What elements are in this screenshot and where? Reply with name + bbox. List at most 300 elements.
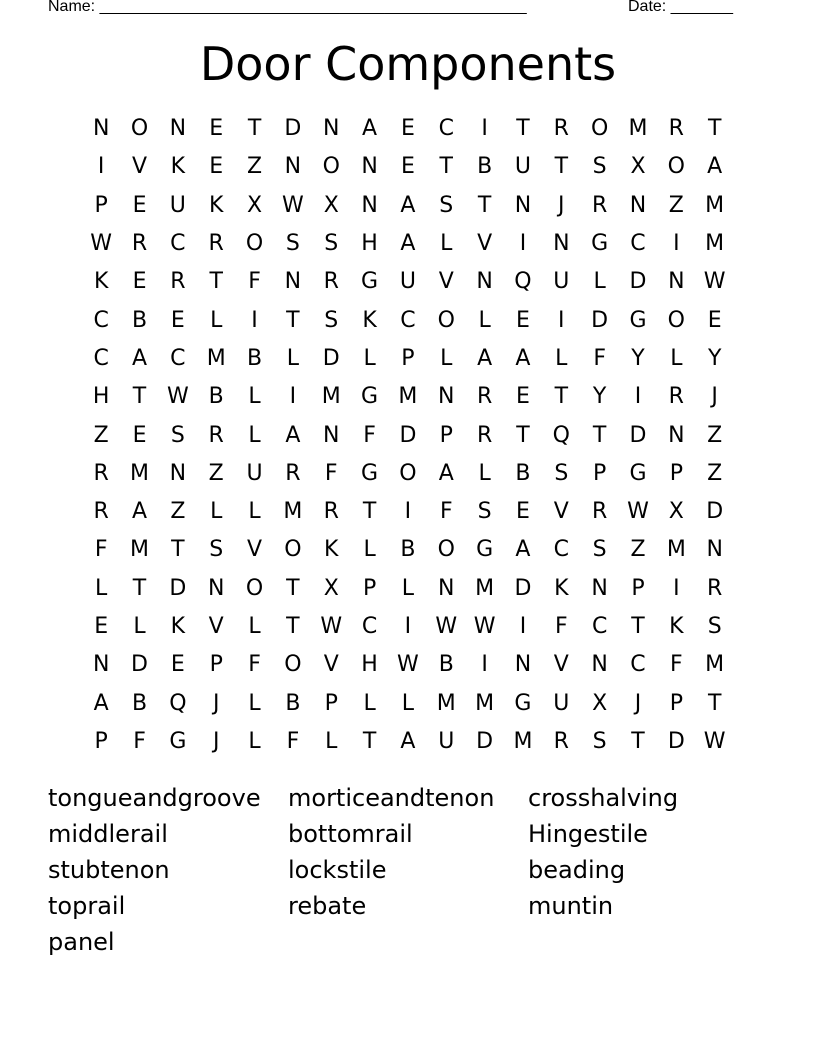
grid-letter: R xyxy=(476,422,493,448)
grid-letter: S xyxy=(477,499,492,525)
grid-letter: E xyxy=(209,116,224,142)
grid-letter: N xyxy=(668,422,685,448)
grid-letter: A xyxy=(131,345,148,371)
grid-letter: P xyxy=(401,345,415,371)
grid-letter: T xyxy=(362,728,377,754)
grid-letter: V xyxy=(553,499,569,525)
grid-letter: R xyxy=(131,231,148,257)
word-list-item: rebate xyxy=(288,892,367,920)
grid-letter: M xyxy=(130,537,149,563)
grid-letter: D xyxy=(169,575,187,601)
grid-letter: E xyxy=(170,307,185,333)
grid-letter: W xyxy=(90,231,113,257)
grid-letter: T xyxy=(707,116,722,142)
grid-letter: S xyxy=(324,231,339,257)
grid-letter: T xyxy=(362,499,377,525)
grid-letter: K xyxy=(362,307,377,333)
grid-letter: F xyxy=(670,652,683,678)
grid-letter: X xyxy=(630,154,646,180)
grid-letter: D xyxy=(131,652,148,678)
grid-letter: R xyxy=(553,116,569,142)
grid-letter: L xyxy=(95,575,108,601)
grid-letter: U xyxy=(169,192,186,218)
grid-letter: Z xyxy=(630,537,646,563)
grid-letter: D xyxy=(322,345,340,371)
grid-letter: B xyxy=(131,307,148,333)
grid-letter: N xyxy=(207,575,225,601)
grid-letter: L xyxy=(401,690,415,716)
word-list-item: morticeandtenon xyxy=(288,784,495,812)
grid-letter: W xyxy=(703,269,726,295)
grid-letter: K xyxy=(554,575,569,601)
grid-letter: P xyxy=(669,460,683,486)
grid-letter: P xyxy=(324,690,338,716)
grid-letter: N xyxy=(92,116,110,142)
grid-letter: M xyxy=(398,384,418,410)
grid-letter: L xyxy=(401,575,415,601)
word-list-item: tongueandgroove xyxy=(48,784,261,812)
grid-letter: T xyxy=(516,116,530,142)
grid-letter: U xyxy=(246,460,263,486)
grid-letter: C xyxy=(170,231,186,257)
grid-letter: I xyxy=(289,384,297,410)
grid-letter: U xyxy=(553,269,570,295)
grid-letter: H xyxy=(361,231,378,257)
grid-letter: A xyxy=(438,460,454,486)
grid-letter: I xyxy=(404,614,412,639)
grid-letter: L xyxy=(478,307,491,333)
grid-letter: R xyxy=(208,422,224,448)
grid-letter: A xyxy=(515,345,531,371)
grid-letter: E xyxy=(94,614,109,639)
grid-letter: R xyxy=(591,192,608,218)
grid-letter: E xyxy=(132,422,147,448)
grid-letter: A xyxy=(362,116,378,142)
grid-letter: T xyxy=(631,614,645,639)
grid-letter: J xyxy=(711,384,718,410)
grid-letter: A xyxy=(285,422,301,448)
grid-letter: K xyxy=(170,154,186,180)
grid-letter: J xyxy=(212,728,220,754)
grid-letter: I xyxy=(404,499,412,525)
grid-letter: T xyxy=(707,690,722,716)
grid-letter: M xyxy=(705,652,725,678)
grid-letter: C xyxy=(591,614,608,639)
grid-letter: E xyxy=(209,154,224,180)
word-list-item: panel xyxy=(48,928,115,956)
word-list-item: crosshalving xyxy=(528,784,679,812)
grid-letter: D xyxy=(629,269,647,295)
grid-letter: P xyxy=(631,575,645,601)
grid-letter: Z xyxy=(170,499,186,525)
grid-letter: Y xyxy=(631,345,645,371)
grid-letter: H xyxy=(92,384,110,410)
grid-letter: M xyxy=(475,575,495,601)
grid-letter: I xyxy=(634,384,642,410)
grid-letter: Z xyxy=(247,154,263,180)
grid-letter: C xyxy=(93,345,109,371)
grid-letter: G xyxy=(629,460,647,486)
grid-letter: M xyxy=(666,537,686,563)
grid-letter: T xyxy=(631,728,645,754)
grid-letter: K xyxy=(324,537,339,563)
grid-letter: L xyxy=(555,345,568,371)
grid-letter: F xyxy=(439,499,453,525)
grid-letter: R xyxy=(668,384,684,410)
grid-letter: N xyxy=(476,269,493,295)
grid-letter: E xyxy=(400,116,415,142)
grid-letter: S xyxy=(592,537,607,563)
grid-letter: S xyxy=(707,614,722,639)
grid-letter: O xyxy=(130,116,149,142)
grid-letter: S xyxy=(439,192,454,218)
grid-letter: N xyxy=(284,269,302,295)
grid-letter: W xyxy=(320,614,343,639)
grid-letter: O xyxy=(590,116,609,142)
grid-letter: V xyxy=(553,652,569,678)
grid-letter: M xyxy=(513,728,533,754)
grid-letter: R xyxy=(323,269,339,295)
grid-letter: X xyxy=(592,690,608,716)
grid-letter: E xyxy=(516,499,530,525)
grid-letter: N xyxy=(514,192,532,218)
word-list-item: lockstile xyxy=(288,856,387,884)
word-list-item: muntin xyxy=(528,892,614,920)
grid-letter: R xyxy=(93,460,109,486)
grid-letter: V xyxy=(131,154,148,180)
grid-letter: T xyxy=(286,307,300,333)
word-list-item: middlerail xyxy=(48,820,168,848)
grid-letter: R xyxy=(208,231,224,257)
grid-letter: N xyxy=(438,384,455,410)
grid-letter: A xyxy=(400,231,416,257)
grid-letter: P xyxy=(362,575,377,601)
grid-letter: I xyxy=(673,575,680,601)
grid-letter: D xyxy=(591,307,609,333)
word-list-item: Hingestile xyxy=(528,820,648,848)
grid-letter: T xyxy=(286,614,300,639)
grid-letter: A xyxy=(93,690,109,716)
grid-letter: W xyxy=(435,614,458,639)
grid-letter: B xyxy=(131,690,148,716)
grid-letter: O xyxy=(437,537,455,563)
grid-letter: C xyxy=(400,307,416,333)
grid-letter: M xyxy=(705,231,725,257)
grid-letter: N xyxy=(591,575,608,601)
grid-letter: I xyxy=(519,231,527,257)
grid-letter: W xyxy=(627,499,649,525)
grid-letter: V xyxy=(477,231,493,257)
grid-letter: M xyxy=(130,460,149,486)
grid-letter: H xyxy=(361,652,378,678)
grid-letter: W xyxy=(282,192,304,218)
grid-letter: K xyxy=(170,614,186,639)
grid-letter: Z xyxy=(93,422,109,448)
grid-letter: U xyxy=(438,728,455,754)
grid-letter: D xyxy=(667,728,685,754)
grid-letter: M xyxy=(321,384,341,410)
grid-letter: N xyxy=(438,575,455,601)
grid-letter: Q xyxy=(552,422,570,448)
grid-letter: Y xyxy=(707,345,722,371)
grid-letter: L xyxy=(670,345,683,371)
grid-letter: X xyxy=(668,499,684,525)
grid-letter: C xyxy=(93,307,109,333)
grid-letter: L xyxy=(248,422,261,448)
grid-letter: B xyxy=(438,652,454,678)
grid-letter: L xyxy=(248,614,261,639)
grid-letter: B xyxy=(285,690,301,716)
grid-letter: S xyxy=(209,537,224,563)
grid-letter: I xyxy=(481,652,488,678)
grid-letter: R xyxy=(285,460,301,486)
grid-letter: I xyxy=(481,116,488,142)
grid-letter: F xyxy=(94,537,108,563)
grid-letter: U xyxy=(399,269,416,295)
letter-grid xyxy=(82,110,734,761)
grid-letter: T xyxy=(171,537,185,563)
grid-letter: N xyxy=(169,460,187,486)
grid-letter: J xyxy=(212,690,220,716)
grid-letter: V xyxy=(323,652,339,678)
grid-letter: Z xyxy=(208,460,224,486)
grid-letter: R xyxy=(323,499,339,525)
grid-letter: B xyxy=(400,537,416,563)
grid-letter: Z xyxy=(707,460,723,486)
grid-letter: T xyxy=(132,384,147,410)
grid-letter: L xyxy=(210,307,223,333)
grid-letter: N xyxy=(323,422,340,448)
grid-letter: G xyxy=(591,231,609,257)
grid-letter: A xyxy=(400,192,416,218)
grid-letter: O xyxy=(284,537,302,563)
grid-letter: N xyxy=(514,652,532,678)
grid-letter: L xyxy=(593,269,606,295)
grid-letter: M xyxy=(206,345,226,371)
grid-letter: L xyxy=(325,728,338,754)
grid-letter: E xyxy=(516,384,530,410)
grid-letter: N xyxy=(284,154,302,180)
grid-letter: A xyxy=(131,499,148,525)
grid-letter: L xyxy=(248,728,261,754)
grid-letter: B xyxy=(247,345,263,371)
grid-letter: Z xyxy=(707,422,723,448)
grid-letter: O xyxy=(245,575,264,601)
grid-letter: B xyxy=(477,154,493,180)
grid-letter: F xyxy=(133,728,146,754)
grid-letter: S xyxy=(324,307,339,333)
grid-letter: N xyxy=(668,269,685,295)
grid-letter: F xyxy=(554,614,568,639)
word-list-item: beading xyxy=(528,856,626,884)
grid-letter: G xyxy=(361,384,379,410)
grid-letter: X xyxy=(323,192,339,218)
grid-letter: N xyxy=(169,116,187,142)
grid-letter: E xyxy=(516,307,530,333)
grid-letter: A xyxy=(515,537,531,563)
grid-letter: D xyxy=(284,116,302,142)
grid-letter: G xyxy=(169,728,187,754)
grid-letter: T xyxy=(554,384,569,410)
grid-letter: V xyxy=(208,614,224,639)
grid-letter: S xyxy=(592,154,607,180)
grid-letter: F xyxy=(248,652,261,678)
grid-letter: L xyxy=(248,499,261,525)
grid-letter: D xyxy=(514,575,532,601)
grid-letter: S xyxy=(285,231,300,257)
grid-letter: T xyxy=(286,575,300,601)
grid-letter: X xyxy=(323,575,339,601)
grid-letter: I xyxy=(558,307,565,333)
grid-letter: N xyxy=(361,154,378,180)
grid-letter: G xyxy=(514,690,532,716)
grid-letter: N xyxy=(553,231,570,257)
grid-letter: R xyxy=(591,499,608,525)
grid-letter: O xyxy=(322,154,340,180)
grid-letter: N xyxy=(323,116,340,142)
grid-letter: L xyxy=(286,345,300,371)
grid-letter: M xyxy=(283,499,303,525)
grid-letter: K xyxy=(93,269,109,295)
grid-letter: D xyxy=(476,728,494,754)
grid-letter: D xyxy=(399,422,417,448)
grid-letter: P xyxy=(669,690,683,716)
grid-letter: P xyxy=(209,652,223,678)
grid-letter: L xyxy=(210,499,223,525)
grid-letter: N xyxy=(591,652,608,678)
grid-letter: T xyxy=(209,269,223,295)
word-list-item: toprail xyxy=(48,892,126,920)
grid-letter: T xyxy=(439,154,453,180)
grid-letter: O xyxy=(284,652,302,678)
grid-letter: R xyxy=(93,499,109,525)
grid-letter: B xyxy=(515,460,531,486)
grid-letter: U xyxy=(553,690,570,716)
grid-letter: M xyxy=(475,690,495,716)
grid-letter: G xyxy=(476,537,494,563)
grid-letter: E xyxy=(132,269,147,295)
grid-letter: L xyxy=(248,690,261,716)
grid-letter: R xyxy=(668,116,684,142)
grid-letter: E xyxy=(170,652,185,678)
grid-letter: O xyxy=(437,307,455,333)
grid-letter: L xyxy=(133,614,146,639)
grid-letter: I xyxy=(673,231,680,257)
grid-letter: C xyxy=(438,116,454,142)
grid-letter: M xyxy=(628,116,648,142)
grid-letter: S xyxy=(554,460,569,486)
grid-letter: P xyxy=(593,460,607,486)
grid-letter: A xyxy=(707,154,723,180)
grid-letter: C xyxy=(630,231,646,257)
grid-letter: G xyxy=(629,307,647,333)
grid-letter: L xyxy=(363,690,376,716)
grid-letter: N xyxy=(92,652,110,678)
grid-letter: W xyxy=(397,652,419,678)
grid-letter: Y xyxy=(592,384,607,410)
grid-letter: C xyxy=(170,345,186,371)
grid-letter: A xyxy=(477,345,493,371)
grid-letter: Q xyxy=(514,269,532,295)
date-field: Date: _______ xyxy=(628,0,733,15)
grid-letter: T xyxy=(554,154,569,180)
grid-letter: A xyxy=(400,728,416,754)
grid-letter: P xyxy=(94,192,108,218)
grid-letter: R xyxy=(707,575,723,601)
grid-letter: O xyxy=(667,154,685,180)
name-field: Name: ________________________________________________ xyxy=(48,0,527,15)
grid-letter: L xyxy=(363,537,376,563)
word-list-item: bottomrail xyxy=(288,820,413,848)
grid-letter: P xyxy=(94,728,108,754)
grid-letter: N xyxy=(361,192,378,218)
grid-letter: N xyxy=(629,192,647,218)
grid-letter: L xyxy=(440,231,453,257)
grid-letter: I xyxy=(519,614,527,639)
grid-letter: F xyxy=(593,345,606,371)
grid-letter: M xyxy=(436,690,456,716)
grid-letter: F xyxy=(324,460,338,486)
grid-letter: B xyxy=(208,384,224,410)
grid-letter: T xyxy=(477,192,492,218)
grid-letter: E xyxy=(132,192,147,218)
grid-letter: C xyxy=(361,614,378,639)
grid-letter: J xyxy=(634,690,642,716)
grid-letter: K xyxy=(669,614,684,639)
grid-letter: Q xyxy=(169,690,187,716)
grid-letter: F xyxy=(286,728,300,754)
grid-letter: T xyxy=(247,116,262,142)
grid-letter: P xyxy=(439,422,453,448)
grid-letter: S xyxy=(592,728,607,754)
grid-letter: W xyxy=(473,614,496,639)
grid-letter: C xyxy=(553,537,569,563)
grid-letter: L xyxy=(363,345,376,371)
grid-letter: C xyxy=(630,652,646,678)
grid-letter: T xyxy=(592,422,607,448)
word-list xyxy=(48,780,768,960)
grid-letter: V xyxy=(438,269,454,295)
grid-letter: T xyxy=(516,422,530,448)
grid-letter: O xyxy=(667,307,685,333)
grid-letter: S xyxy=(170,422,185,448)
grid-letter: V xyxy=(247,537,263,563)
grid-letter: O xyxy=(399,460,417,486)
grid-letter: F xyxy=(248,269,261,295)
grid-letter: N xyxy=(706,537,723,563)
grid-letter: L xyxy=(478,460,491,486)
grid-letter: D xyxy=(629,422,647,448)
grid-letter: I xyxy=(251,307,258,333)
grid-letter: R xyxy=(553,728,569,754)
grid-letter: O xyxy=(245,231,264,257)
grid-letter: E xyxy=(707,307,722,333)
grid-letter: G xyxy=(361,460,379,486)
grid-letter: E xyxy=(400,154,415,180)
grid-letter: W xyxy=(166,384,189,410)
word-list-item: stubtenon xyxy=(48,856,170,884)
grid-letter: T xyxy=(132,575,147,601)
grid-letter: R xyxy=(170,269,186,295)
grid-letter: R xyxy=(476,384,493,410)
grid-letter: K xyxy=(208,192,224,218)
page-title: Door Components xyxy=(199,37,617,91)
grid-letter: W xyxy=(703,728,726,754)
grid-letter: M xyxy=(705,192,725,218)
grid-letter: I xyxy=(97,154,105,180)
grid-letter: U xyxy=(514,154,531,180)
grid-letter: Z xyxy=(668,192,684,218)
